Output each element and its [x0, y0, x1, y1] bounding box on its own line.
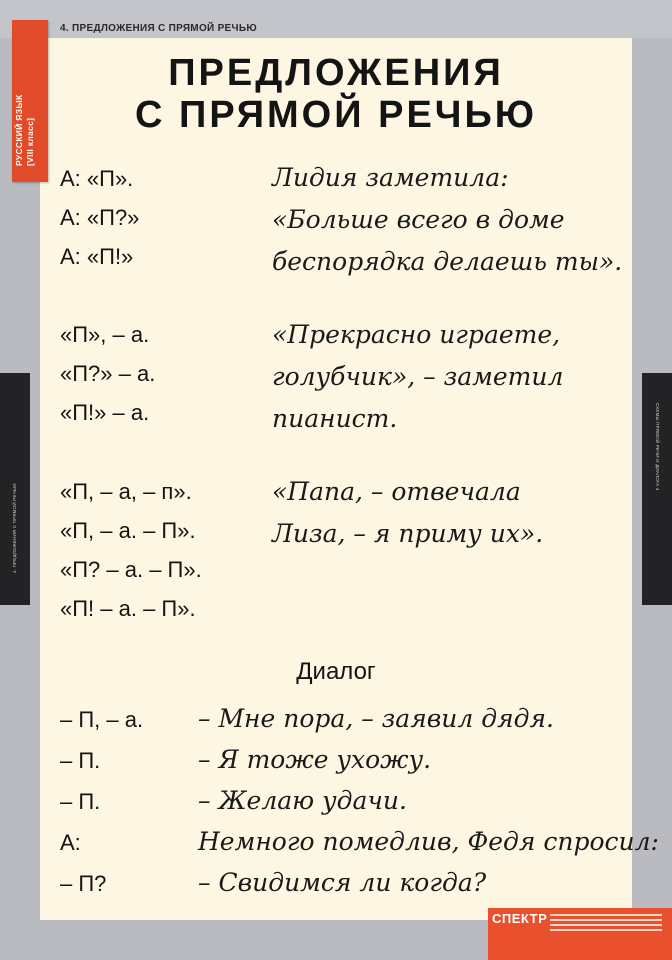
formula: «П? – а. – П».: [60, 557, 202, 582]
example-line: Лиза, – я приму их».: [272, 519, 544, 548]
example-line: «Больше всего в доме: [272, 205, 565, 234]
subject-label: РУССКИЙ ЯЗЫК: [14, 94, 24, 166]
formula: «П?» – а.: [60, 361, 156, 386]
example-line: «Папа, – отвечала: [272, 477, 521, 506]
dialog-formula: А:: [60, 830, 81, 855]
formula: «П!» – а.: [60, 400, 150, 425]
grade-label: [VIII класс]: [25, 117, 35, 166]
formula: «П», – а.: [60, 322, 150, 347]
left-side-text: 4. ПРЕДЛОЖЕНИЯ С ПРЯМОЙ РЕЧЬЮ: [12, 483, 17, 573]
example-line: «Прекрасно играете,: [272, 320, 561, 349]
title-line-1: ПРЕДЛОЖЕНИЯ: [168, 52, 504, 94]
example-line: Лидия заметила:: [272, 163, 509, 192]
series-label: 4. ПРЕДЛОЖЕНИЯ С ПРЯМОЙ РЕЧЬЮ: [60, 23, 257, 34]
title-line-2: С ПРЯМОЙ РЕЧЬЮ: [135, 94, 537, 136]
formula: А: «П?»: [60, 205, 140, 230]
dialog-formula: – П.: [60, 748, 101, 773]
right-side-text: СХЕМЫ ПРЯМОЙ РЕЧИ И ДИАЛОГА 4: [655, 403, 660, 491]
dialog-formula: – П?: [60, 871, 107, 896]
formula: А: «П!»: [60, 244, 134, 269]
publisher-logo: [488, 908, 672, 960]
dialog-formula: – П.: [60, 789, 101, 814]
right-side-bar: [642, 373, 672, 605]
page-title: [40, 52, 632, 136]
formula: А: «П».: [60, 166, 134, 191]
left-side-bar: [0, 373, 30, 605]
dialog-line: – Свидимся ли когда?: [198, 868, 487, 897]
formula: «П! – а. – П».: [60, 596, 196, 621]
example-line: голубчик», – заметил: [272, 362, 564, 391]
logo-text: СПЕКТР: [492, 911, 548, 926]
dialog-line: – Желаю удачи.: [198, 786, 407, 815]
subject-tab-text: [14, 26, 36, 166]
example-line: беспорядка делаешь ты».: [272, 247, 623, 276]
dialog-formula: – П, – а.: [60, 707, 144, 732]
dialog-line: – Я тоже ухожу.: [198, 745, 432, 774]
dialog-line: – Мне пора, – заявил дядя.: [198, 704, 555, 733]
dialog-heading: Диалог: [296, 658, 376, 685]
dialog-line: Немного помедлив, Федя спросил:: [198, 827, 659, 856]
formula: «П, – а. – П».: [60, 518, 196, 543]
formula: «П, – а, – п».: [60, 479, 192, 504]
example-line: пианист.: [272, 404, 398, 433]
logo-decoration: [550, 914, 662, 934]
